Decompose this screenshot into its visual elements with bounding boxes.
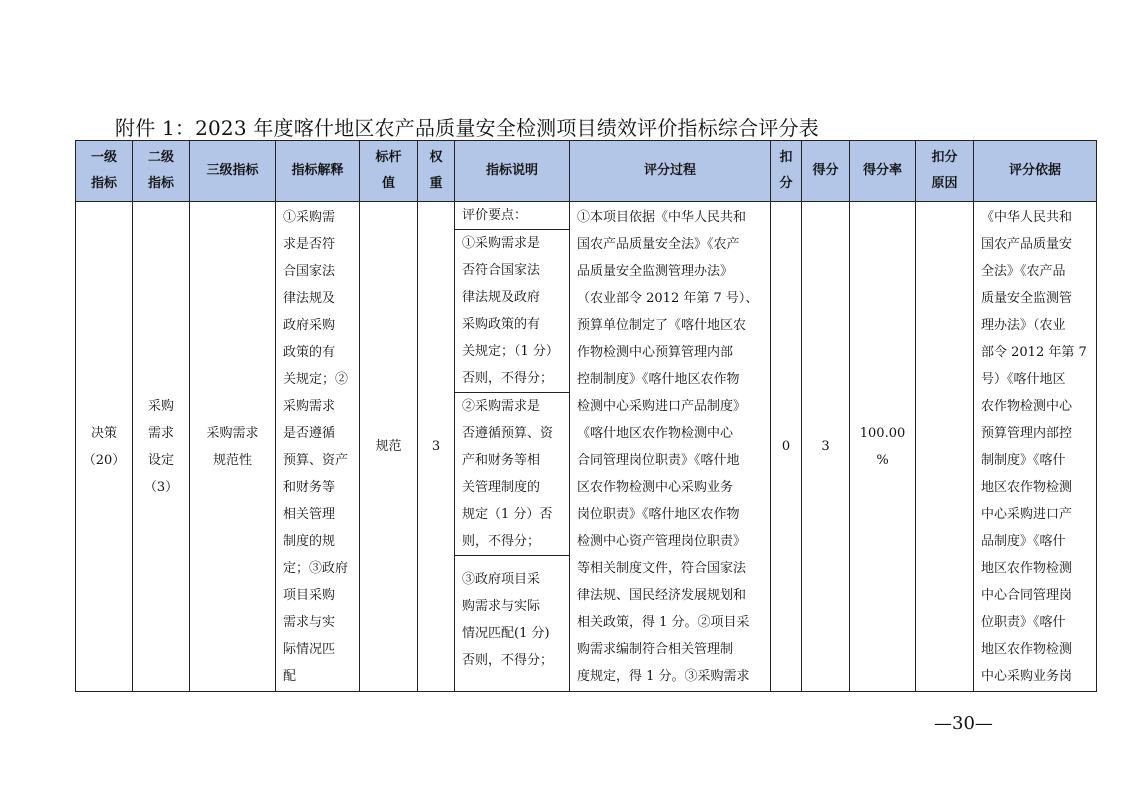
text-line: 否遵循预算、资 [462, 426, 554, 441]
cell-text: 100.00 [859, 425, 906, 441]
cell-basis [974, 202, 1097, 692]
text-line: 《喀什地区农作物检测中心 [577, 426, 734, 441]
header-level2 [133, 141, 190, 202]
text-line: 求是否符 [283, 237, 336, 252]
header-score: 得分 [802, 141, 850, 202]
header-text: 一级 [90, 150, 117, 165]
desc-stack [455, 202, 569, 691]
text-line: 合同管理岗位职责》《喀什地 [577, 453, 740, 468]
text-line: 区农作物检测中心采购业务 [577, 480, 734, 495]
header-basis: 评分依据 [974, 141, 1097, 202]
text-line: 等相关制度文件，符合国家法 [577, 561, 747, 576]
cell-text: 规范性 [212, 452, 252, 468]
text-line: 国农产品质量安 [981, 237, 1073, 252]
header-level1 [76, 141, 133, 202]
text-line: ③政府项目采 [462, 572, 541, 587]
header-text: 重 [429, 176, 443, 191]
text-line: 产和财务等相 [462, 453, 541, 468]
header-row [76, 141, 1097, 202]
cell-rate [850, 202, 916, 692]
desc-item-2 [455, 393, 569, 556]
text-line: 相关政策，得 1 分。②项目采 [577, 615, 750, 630]
cell-benchmark: 规范 [360, 202, 418, 692]
text-line: 中心采购业务岗 [981, 669, 1073, 684]
text-line: ①采购需 [283, 210, 336, 225]
header-text: 扣分 [931, 150, 958, 165]
text-line: 质量安全监测管 [981, 291, 1073, 306]
header-rate: 得分率 [850, 141, 916, 202]
text-line: 地区农作物检测 [981, 642, 1073, 657]
cell-text: % [876, 452, 889, 468]
text-line: 全法》《农产品 [981, 264, 1066, 279]
table-row [76, 202, 1097, 692]
text-line: 评价要点： [462, 208, 528, 223]
document-title: 附件 1：2023 年度喀什地区农产品质量安全检测项目绩效评价指标综合评分表 [115, 116, 819, 140]
header-reason [916, 141, 974, 202]
text-line: 度规定，得 1 分。③采购需求 [577, 669, 750, 684]
text-line: 否则，不得分； [462, 653, 554, 668]
text-line: 和财务等 [283, 480, 336, 495]
text-line: 规定（1 分）否 [462, 507, 553, 522]
text-line: 需求与实 [283, 615, 336, 630]
text-line: 国农产品质量安全法》《农产 [577, 237, 740, 252]
basis-lines [974, 202, 1096, 690]
desc-item-3 [455, 556, 569, 691]
text-line: 际情况匹 [283, 642, 336, 657]
cell-text: 采购 [147, 398, 174, 414]
text-line: 政府采购 [283, 318, 336, 333]
text-line: 部令 2012 年第 7 [981, 345, 1087, 360]
cell-text: （3） [143, 479, 179, 495]
cell-process [570, 202, 771, 692]
explain-lines [276, 202, 359, 690]
header-benchmark [360, 141, 418, 202]
desc-head [455, 202, 569, 230]
text-line: 预算管理内部控 [981, 426, 1073, 441]
header-level3: 三级指标 [190, 141, 276, 202]
text-line: 作物检测中心预算管理内部 [577, 345, 734, 360]
text-line: 否符合国家法 [462, 263, 541, 278]
text-line: 地区农作物检测 [981, 480, 1073, 495]
text-line: ①采购需求是 [462, 236, 541, 251]
text-line: 制度的规 [283, 534, 336, 549]
page-number: —30— [934, 713, 993, 734]
text-line: 地区农作物检测 [981, 561, 1073, 576]
cell-text: 需求 [147, 425, 174, 441]
text-line: 中心合同管理岗 [981, 588, 1073, 603]
text-line: 否则，不得分； [462, 371, 554, 386]
text-line: 合国家法 [283, 264, 336, 279]
text-line: 检测中心资产管理岗位职责》 [577, 534, 747, 549]
text-line: 定；③政府 [283, 561, 349, 576]
cell-level1 [76, 202, 133, 692]
header-text: 扣 [779, 150, 793, 165]
cell-desc [455, 202, 570, 692]
header-text: 标杆 [375, 150, 402, 165]
header-text: 二级 [147, 150, 174, 165]
evaluation-table [75, 140, 1097, 692]
cell-text: 采购需求 [206, 425, 259, 441]
text-line: 政策的有 [283, 345, 336, 360]
text-line: 是否遵循 [283, 426, 336, 441]
text-line: 购需求与实际 [462, 599, 541, 614]
header-weight [418, 141, 455, 202]
header-deduct [771, 141, 802, 202]
cell-text: （20） [82, 452, 126, 468]
header-desc: 指标说明 [455, 141, 570, 202]
header-text: 指标 [147, 176, 174, 191]
cell-deduct: 0 [771, 202, 802, 692]
text-line: 采购政策的有 [462, 317, 541, 332]
text-line: 品制度》《喀什 [981, 534, 1066, 549]
text-line: 配 [283, 669, 297, 684]
text-line: 购需求编制符合相关管理制 [577, 642, 734, 657]
text-line: 则，不得分； [462, 534, 541, 549]
text-line: 采购需求 [283, 399, 336, 414]
text-line: 律法规及政府 [462, 290, 541, 305]
text-line: 农作物检测中心 [981, 399, 1073, 414]
cell-text: 决策 [90, 425, 117, 441]
cell-text: 设定 [147, 452, 174, 468]
text-line: 号）《喀什地区 [981, 372, 1066, 387]
text-line: （农业部令 2012 年第 7 号）、 [577, 291, 759, 306]
text-line: 律法规、国民经济发展规划和 [577, 588, 747, 603]
header-text: 指标 [90, 176, 117, 191]
text-line: 相关管理 [283, 507, 336, 522]
text-line: ①本项目依据《中华人民共和 [577, 210, 747, 225]
header-text: 分 [779, 176, 793, 191]
header-text: 值 [381, 176, 395, 191]
header-text: 权 [429, 150, 443, 165]
text-line: 关管理制度的 [462, 480, 541, 495]
text-line: 预算单位制定了《喀什地区农 [577, 318, 747, 333]
cell-score: 3 [802, 202, 850, 692]
text-line: 检测中心采购进口产品制度》 [577, 399, 747, 414]
text-line: 关规定；② [283, 372, 349, 387]
header-process: 评分过程 [570, 141, 771, 202]
text-line: 项目采购 [283, 588, 336, 603]
text-line: 《中华人民共和 [981, 210, 1073, 225]
desc-item-1 [455, 230, 569, 393]
process-lines [570, 202, 770, 690]
cell-level2 [133, 202, 190, 692]
text-line: 制制度》《喀什 [981, 453, 1066, 468]
header-explain: 指标解释 [276, 141, 360, 202]
text-line: 情况匹配(1 分) [462, 626, 550, 641]
text-line: ②采购需求是 [462, 399, 541, 414]
text-line: 岗位职责》《喀什地区农作物 [577, 507, 740, 522]
text-line: 位职责》《喀什 [981, 615, 1066, 630]
text-line: 品质量安全监测管理办法》 [577, 264, 734, 279]
cell-level3 [190, 202, 276, 692]
text-line: 律法规及 [283, 291, 336, 306]
text-line: 控制制度》《喀什地区农作物 [577, 372, 740, 387]
text-line: 关规定；（1 分） [462, 344, 559, 359]
header-text: 原因 [931, 176, 958, 191]
text-line: 理办法》（农业 [981, 318, 1066, 333]
cell-explain [276, 202, 360, 692]
cell-reason [916, 202, 974, 692]
text-line: 预算、资产 [283, 453, 349, 468]
text-line: 中心采购进口产 [981, 507, 1073, 522]
cell-weight: 3 [418, 202, 455, 692]
